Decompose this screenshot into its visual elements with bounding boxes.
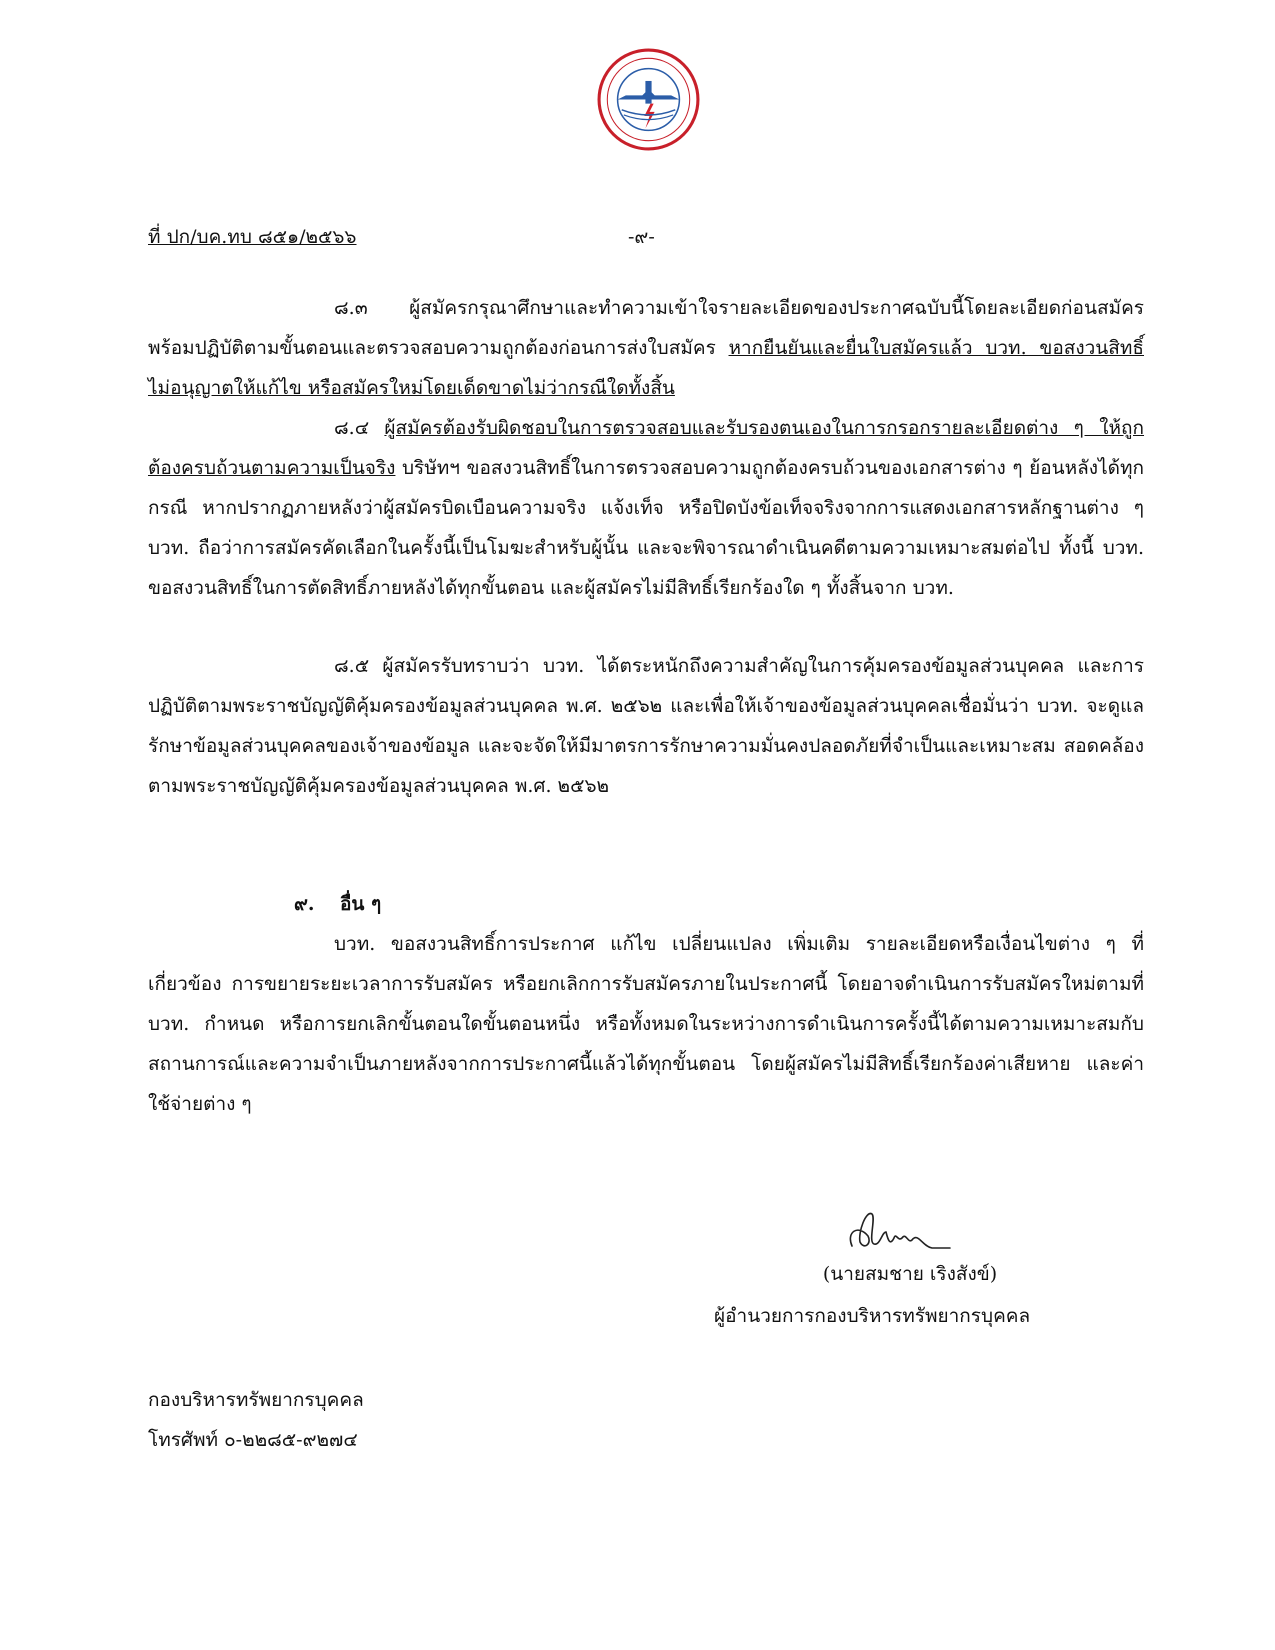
clause-8-4-number: ๘.๔ xyxy=(334,417,385,439)
reference-number: ที่ ปก/บค.ทบ ๘๕๑/๒๕๖๖ xyxy=(148,226,357,248)
footer-department: กองบริหารทรัพยากรบุคคล xyxy=(148,1389,364,1411)
section-9-heading xyxy=(294,886,381,922)
section-9-title: อื่น ๆ xyxy=(340,893,382,915)
signer-title: ผู้อำนวยการกองบริหารทรัพยากรบุคคล xyxy=(714,1305,1031,1327)
clause-8-5 xyxy=(148,646,1144,806)
section-9-number: ๙. xyxy=(294,893,315,915)
clause-8-4-text: บริษัทฯ ขอสงวนสิทธิ์ในการตรวจสอบความถูกต้องครบถ้วนของเอกสารต่าง ๆ ย้อนหลังได้ทุกกรณี หากปรากฏภายหลังว่าผู้สมัครบิดเบือนความจริง แจ้งเท็จ หรือปิดบังข้อเท็จจริงจากการแสดงเอกสารหลักฐานต่าง ๆ บวท. ถือว่าการสมัครคัดเลือกในครั้งนี้เป็นโมฆะสำหรับผู้นั้น และจะพิจารณาดำเนินคดีตามความเหมาะสมต่อไป ทั้งนี้ บวท. ขอสงวนสิทธิ์ในการตัดสิทธิ์ภายหลังได้ทุกขั้นตอน และผู้สมัครไม่มีสิทธิ์เรียกร้องใด ๆ ทั้งสิ้นจาก บวท. xyxy=(148,457,1144,599)
page-number: -๙- xyxy=(628,226,655,248)
clause-8-3-text: ๘.๓ ผู้สมัครกรุณาศึกษาและทำความเข้าใจรายละเอียดของประกาศฉบับนี้โดยละเอียดก่อนสมัครพร้อมปฏิบัติตามขั้นตอนและตรวจสอบความถูกต้องก่อนการส่งใบสมัคร xyxy=(148,297,1144,359)
footer-phone: โทรศัพท์ ๐-๒๒๘๕-๙๒๗๔ xyxy=(148,1429,358,1451)
clause-8-3 xyxy=(148,288,1144,408)
clause-8-3-underlined: หากยืนยันและยื่นใบสมัครแล้ว บวท. ขอสงวนสิทธิ์ไม่อนุญาตให้แก้ไข หรือสมัครใหม่โดยเด็ดขาดไม่ว่ากรณีใดทั้งสิ้น xyxy=(148,337,1144,399)
section-9-paragraph: บวท. ขอสงวนสิทธิ์การประกาศ แก้ไข เปลี่ยนแปลง เพิ่มเติม รายละเอียดหรือเงื่อนไขต่าง ๆ ที่เกี่ยวข้อง การขยายระยะเวลาการรับสมัคร หรือยกเลิกการรับสมัครภายในประกาศนี้ โดยอาจดำเนินการรับสมัครใหม่ตามที่ บวท. กำหนด หรือการยกเลิกขั้นตอนใดขั้นตอนหนึ่ง หรือทั้งหมดในระหว่างการดำเนินการครั้งนี้ได้ตามความเหมาะสมกับสถานการณ์และความจำเป็นภายหลังจากการประกาศนี้แล้วได้ทุกขั้นตอน โดยผู้สมัครไม่มีสิทธิ์เรียกร้องค่าเสียหาย และค่าใช้จ่ายต่าง ๆ xyxy=(148,933,1144,1115)
aerothai-logo-icon xyxy=(597,48,700,151)
reference-line xyxy=(148,220,1128,254)
clause-8-4 xyxy=(148,408,1144,608)
signer-name: (นายสมชาย เริงสังข์) xyxy=(822,1263,998,1285)
clause-8-4-underlined: ผู้สมัครต้องรับผิดชอบในการตรวจสอบและรับรองตนเองในการกรอกรายละเอียดต่าง ๆ ให้ถูกต้องครบถ้วนตามความเป็นจริง xyxy=(148,417,1145,479)
clause-8-5-paragraph: ๘.๕ ผู้สมัครรับทราบว่า บวท. ได้ตระหนักถึงความสำคัญในการคุ้มครองข้อมูลส่วนบุคคล และการปฏิบัติตามพระราชบัญญัติคุ้มครองข้อมูลส่วนบุคคล พ.ศ. ๒๕๖๒ และเพื่อให้เจ้าของข้อมูลส่วนบุคคลเชื่อมั่นว่า บวท. จะดูแลรักษาข้อมูลส่วนบุคคลของเจ้าของข้อมูล และจะจัดให้มีมาตรการรักษาความมั่นคงปลอดภัยที่จำเป็นและเหมาะสม สอดคล้องตามพระราชบัญญัติคุ้มครองข้อมูลส่วนบุคคล พ.ศ. ๒๕๖๒ xyxy=(148,655,1144,797)
handwritten-signature-icon xyxy=(838,1202,958,1262)
clause-8-3-paragraph xyxy=(148,288,1144,408)
section-9-body xyxy=(148,924,1144,1124)
clause-8-4-paragraph xyxy=(148,408,1144,608)
footer-contact xyxy=(148,1380,364,1460)
